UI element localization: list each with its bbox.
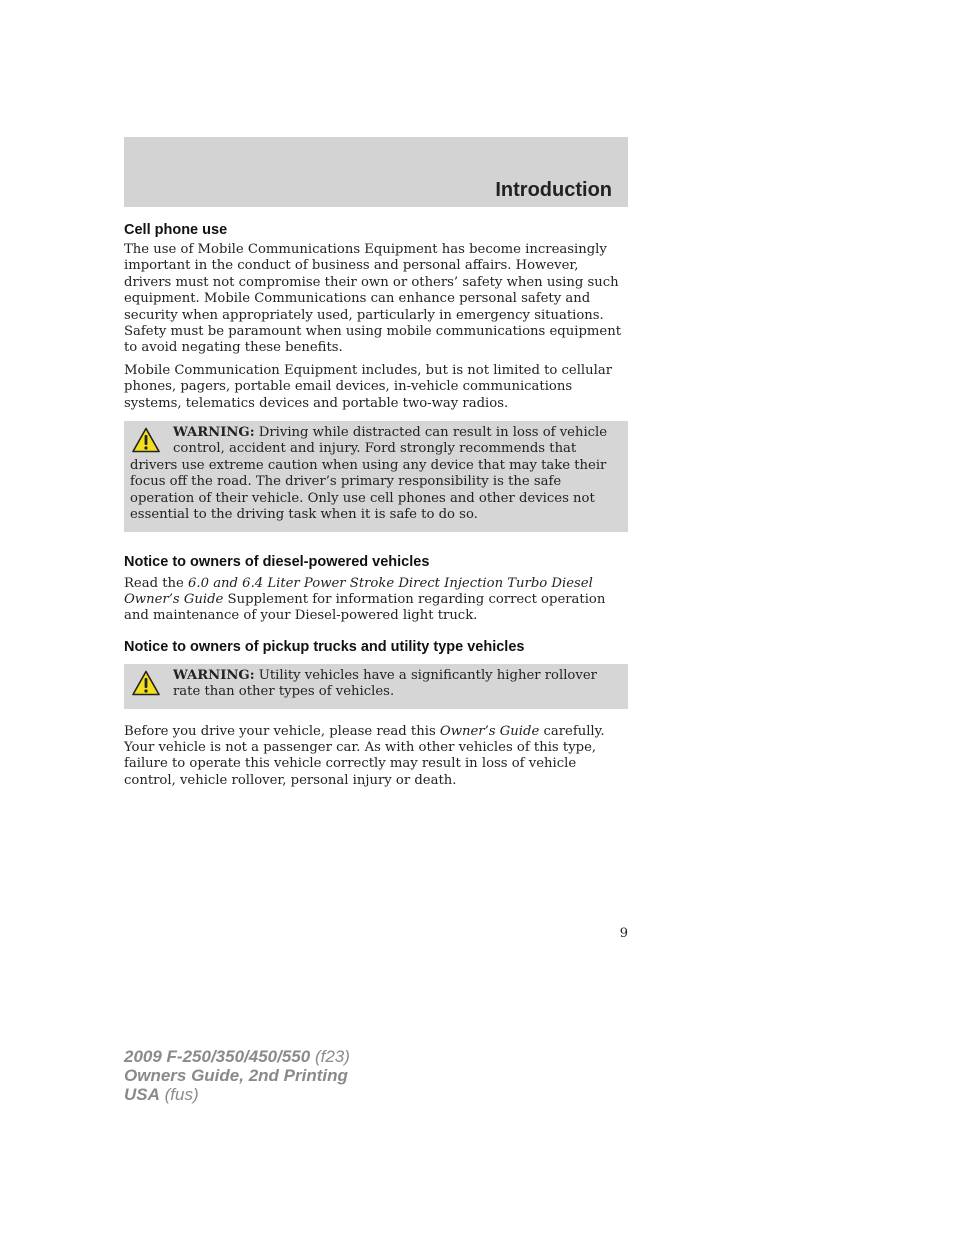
cell-phone-heading: Cell phone use bbox=[124, 222, 228, 238]
warning-label: WARNING: bbox=[173, 425, 255, 441]
warning-label: WARNING: bbox=[173, 667, 255, 683]
warning-triangle-icon bbox=[132, 670, 160, 696]
page-content bbox=[124, 220, 628, 789]
pickup-warning-text bbox=[130, 668, 620, 701]
footer-market-code: (fus) bbox=[159, 1085, 199, 1104]
diesel-guide-title: 6.0 and 6.4 Liter Power Stroke Direct Injection Turbo Diesel Owner’s Guide bbox=[124, 575, 593, 607]
footer-model: 2009 F-250/350/450/550 bbox=[124, 1047, 311, 1066]
warning-line-1: Driving while distracted can result in loss of vehicle bbox=[254, 425, 608, 441]
section-title: Introduction bbox=[495, 179, 612, 201]
cell-phone-paragraph-2: Mobile Communication Equipment includes, but is not limited to cellular phones, pagers, portable email devices, in-vehicle communications systems, telematics devices and portable two-way radios. bbox=[124, 362, 613, 411]
footer-market: USA bbox=[124, 1085, 160, 1104]
pickup-warning-box bbox=[124, 664, 628, 709]
section-header-bar bbox=[124, 137, 628, 207]
warning-triangle-icon bbox=[132, 427, 160, 453]
pickup-heading: Notice to owners of pickup trucks and utility type vehicles bbox=[124, 638, 525, 655]
warning-body: drivers use extreme caution when using any device that may take their focus off the road. The driver’s primary responsibility is the safe operation of their vehicle. Only use cell phones and other devices not essential to the driving task when it is safe to do so. bbox=[130, 457, 607, 523]
warning-line-2: control, accident and injury. Ford strongly recommends that bbox=[173, 441, 577, 457]
diesel-text-after: Supplement for information regarding correct operation and maintenance of your Diesel-powered light truck. bbox=[124, 591, 606, 624]
footer-model-code: (f23) bbox=[310, 1047, 350, 1066]
diesel-text-before: Read the bbox=[124, 575, 189, 591]
pickup-paragraph bbox=[124, 724, 628, 790]
document-footer bbox=[124, 1047, 350, 1104]
page-number: 9 bbox=[619, 926, 628, 941]
diesel-heading: Notice to owners of diesel-powered vehicles bbox=[124, 553, 430, 570]
owners-guide-title: Owner’s Guide bbox=[439, 723, 540, 739]
pickup-text-after: carefully. Your vehicle is not a passenger car. As with other vehicles of this type, failure to operate this vehicle correctly may result in loss of vehicle control, vehicle rollover, personal injury or death. bbox=[124, 723, 605, 788]
warning-line-1: Utility vehicles have a significantly higher rollover bbox=[254, 667, 597, 683]
warning-line-2: rate than other types of vehicles. bbox=[173, 684, 395, 700]
cell-phone-paragraph-1: The use of Mobile Communications Equipment has become increasingly important in the conduct of business and personal affairs. However, drivers must not compromise their own or others’ safety when using such equipment. Mobile Communications can enhance personal safety and security when appropriately used, particularly in emergency situations. Safety must be paramount when using mobile communications equipment to avoid negating these benefits. bbox=[124, 242, 622, 356]
pickup-text-before: Before you drive your vehicle, please read this bbox=[124, 723, 440, 739]
diesel-paragraph bbox=[124, 576, 628, 625]
cell-phone-warning-text bbox=[130, 425, 620, 523]
footer-edition: Owners Guide, 2nd Printing bbox=[124, 1066, 348, 1085]
cell-phone-warning-box bbox=[124, 421, 628, 531]
